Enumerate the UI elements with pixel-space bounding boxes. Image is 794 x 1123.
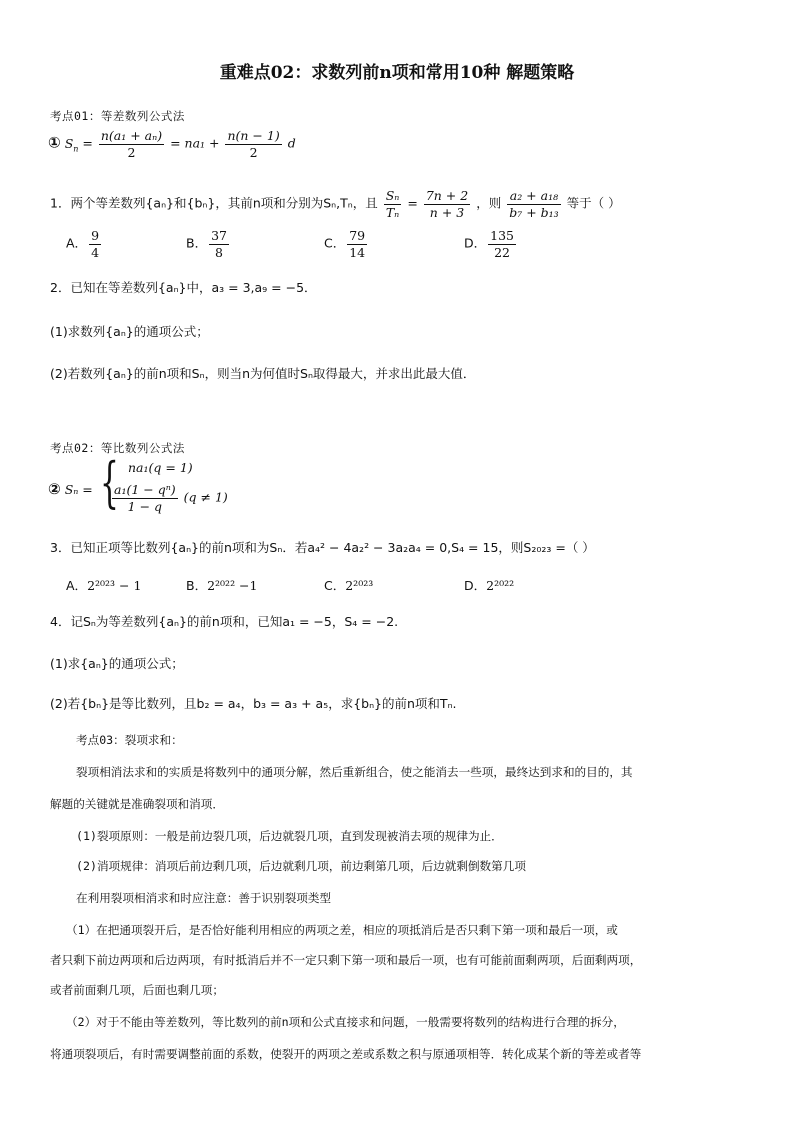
section-label-k1: 考点01：等差数列公式法 (50, 109, 185, 123)
section-label-k2: 考点02：等比数列公式法 (50, 441, 185, 455)
k3-paragraph-2: (1)裂项原则：一般是前边裂几项，后边就裂几项，直到发现被消去项的规律为止． (76, 829, 503, 843)
q1-frac-ratio: $\frac{7n + 2}{n + 3}$ (425, 188, 469, 220)
question-2-part-1: (1)求数列{aₙ}的通项公式； (50, 324, 209, 339)
q1-frac-st: $\frac{\text{Sₙ}}{\text{Tₙ}}$ (385, 188, 400, 220)
q3-option-d[interactable]: D．2²⁰²² (464, 578, 515, 593)
formula-eq: = (82, 135, 93, 151)
k3-paragraph-4: 在利用裂项相消求和时应注意：善于识别裂项类型 (76, 891, 332, 905)
formula-frac-1: $\frac{\text{n(a₁ + aₙ)}}{2}$ (100, 128, 163, 160)
formula-mid: = na₁ + (170, 135, 220, 151)
q1-eq: = (407, 195, 418, 211)
q1-option-b[interactable]: B． $\frac{37}{8}$ (186, 228, 227, 260)
question-3-stem: 3．已知正项等比数列{aₙ}的前n项和为Sₙ．若a₄² − 4a₂² − 3a₂a₄ = 0,S₄ = 15，则S₂₀₂₃ =（ ） (50, 540, 595, 555)
q1-suffix: 等于（ ） (566, 195, 621, 211)
q1-then: ，则 (476, 195, 502, 211)
k3-paragraph-1: 裂项相消法求和的实质是将数列中的通项分解，然后重新组合，使之能消去一些项，最终达到求和的目的，其 (76, 765, 633, 779)
marker-1: ① (48, 133, 61, 152)
q1-option-d[interactable]: D． $\frac{135}{22}$ (464, 228, 514, 260)
k3-paragraph-3: (2)消项规律：消项后前边剩几项，后边就剩几项，前边剩第几项，后边就剩倒数第几项 (76, 859, 526, 873)
q3-option-b[interactable]: B．2²⁰²² −1 (186, 578, 258, 593)
question-1 (50, 188, 621, 220)
q1-frac-ab: $\frac{\text{a₂ + a₁₈}}{\text{b₇ + b₁₃}}$ (509, 188, 559, 220)
k3-paragraph-5c: 或者前面剩几项，后面也剩几项； (50, 983, 224, 997)
k3-paragraph-6: （2）对于不能由等差数列，等比数列的前n项和公式直接求和问题，一般需要将数列的结构进行合理的拆分， (66, 1015, 625, 1029)
question-2-part-2: (2)若数列{aₙ}的前n项和Sₙ，则当n为何值时Sₙ取得最大，并求出此最大值． (50, 366, 476, 381)
k3-paragraph-5: （1）在把通项裂开后，是否恰好能利用相应的两项之差，相应的项抵消后是否只剩下第一项和最后一项，或 (66, 923, 618, 937)
geometric-case-1: na₁(q = 1) (128, 460, 193, 475)
formula-frac-2: $\frac{n(n - 1)}{2}$ (227, 128, 280, 160)
q3-option-a[interactable]: A．2²⁰²³ − 1 (66, 578, 142, 593)
k3-paragraph-6b: 将通项裂项后，有时需要调整前面的系数，使裂开的两项之差或系数之积与原通项相等．转化成某个新的等差或者等 (50, 1047, 642, 1061)
formula-arithmetic-sum (48, 128, 296, 160)
formula-lhs: $S_n$ (64, 135, 79, 154)
q1-prefix: 1．两个等差数列{aₙ}和{bₙ}，其前n项和分别为Sₙ,Tₙ，且 (50, 195, 378, 211)
question-2-stem: 2．已知在等差数列{aₙ}中，a₃ = 3,a₉ = −5． (50, 280, 317, 295)
marker-2: ② Sₙ = (48, 480, 93, 498)
geometric-case-2: $\frac{\text{a₁(1 − qⁿ)}}{1 - q}$ (q ≠ 1) (114, 482, 228, 514)
cases-brace: { (100, 451, 119, 514)
section-label-k3: 考点03：裂项求和： (76, 733, 183, 747)
question-4-part-1: (1)求{aₙ}的通项公式； (50, 656, 184, 671)
k3-paragraph-1b: 解题的关键就是准确裂项和消项． (50, 797, 224, 811)
q1-option-a[interactable]: A． $\frac{9}{4}$ (66, 228, 100, 260)
q1-option-c[interactable]: C． $\frac{79}{14}$ (324, 228, 366, 260)
k3-paragraph-5b: 者只剩下前边两项和后边两项，有时抵消后并不一定只剩下第一项和最后一项，也有可能前面剩两项，后面剩两项， (50, 953, 642, 967)
page-title: 重难点02：求数列前n项和常用10种 解题策略 (219, 63, 575, 83)
question-4-stem: 4．记Sₙ为等差数列{aₙ}的前n项和，已知a₁ = −5，S₄ = −2. (50, 614, 399, 629)
geometric-lhs: Sₙ = (64, 482, 93, 497)
question-4-part-2: (2)若{bₙ}是等比数列，且b₂ = a₄，b₃ = a₃ + a₅，求{bₙ}的前n项和Tₙ. (50, 696, 457, 711)
formula-tail: d (287, 135, 296, 151)
q3-option-c[interactable]: C．2²⁰²³ (324, 578, 374, 593)
